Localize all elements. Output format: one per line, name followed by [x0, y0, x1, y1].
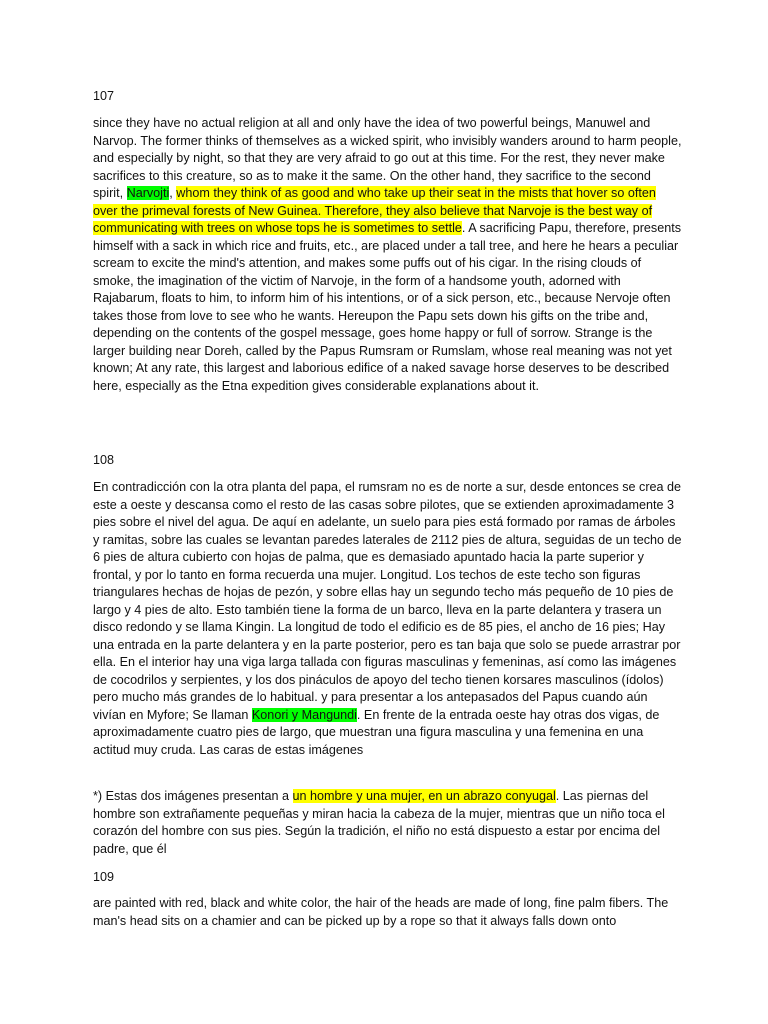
text-segment: . Las piernas del hombre son extrañamente pequeñas y miran hacia la cabeza de la mujer, mientras que un niño toca el corazón del hombre con sus pies. Según la tradición, el niño no está dispuesto a estar por encima del padre, que él: [93, 789, 665, 856]
paragraph-108: [93, 479, 683, 759]
text-segment: since they have no actual religion at all and only have the idea of two powerful beings, Manuwel and Narvop. The former thinks of themselves as a wicked spirit, who invisibly wanders around to harm people, and especially by night, so that they are very afraid to go out at this time. For the rest, they never make sacrifices to this creature, so as to make it the same. On the other hand, they sacrifice to the second spirit,: [93, 116, 682, 200]
highlight-yellow-abrazo: un hombre y una mujer, en un abrazo conyugal: [292, 789, 556, 803]
text-segment: . En frente de la entrada oeste hay otras dos vigas, de aproximadamente cuatro pies de largo, que muestran una figura masculina y una femenina en una actitud muy cruda. Las caras de estas imágenes: [93, 707, 660, 757]
page-number-108: 108: [93, 453, 115, 467]
page-number-107: 107: [93, 89, 115, 103]
footnote-108: [93, 788, 683, 858]
paragraph-107: [93, 115, 683, 395]
page-number-109: 109: [93, 870, 115, 884]
text-segment: . A sacrificing Papu, therefore, presents himself with a sack in which rice and fruits, etc., are placed under a tall tree, and here he hears a peculiar scream to excite the mind's attention, and makes some puffs out of his cigar. In the rising clouds of smoke, the imagination of the victim of Narvoje, in the form of a handsome youth, adorned with Rajabarum, floats to him, to inform him of his intentions, or of a sick person, etc., because Nervoje often takes those from love to see who he wants. Hereupon the Papu sets down his gifts on the tribe and, depending on the contents of the gospel message, goes home happy or full of sorrow. Strange is the larger building near Doreh, called by the Papus Rumsram or Rumslam, whose real meaning was not yet known; At any rate, this largest and laborious edifice of a naked savage horse deserves to be described here, especially as the Etna expedition gives considerable explanations about it.: [93, 221, 682, 393]
text-segment: ,: [169, 186, 177, 200]
highlight-green-konori: Konori y Mangundi: [251, 707, 357, 722]
text-segment: *) Estas dos imágenes presentan a: [93, 789, 293, 803]
highlight-green-narvojti: Narvojti: [126, 186, 170, 200]
highlight-yellow-narvoje: whom they think of as good and who take up their seat in the mists that hover so often over the primeval forests of New Guinea. Therefore, they also believe that Narvoje is the best way of communicating with trees on whose tops he is sometimes to settle: [93, 186, 656, 235]
text-segment: En contradicción con la otra planta del papa, el rumsram no es de norte a sur, desde entonces se crea de este a oeste y descansa como el resto de las casas sobre pilotes, que se extienden aproximadamente 3 pies sobre el nivel del agua. De aquí en adelante, un suelo para pies está formado por ramas de árboles y ramitas, sobre las cuales se levantan paredes laterales de 2112 pies de altura, seguidas de un techo de 6 pies de altura cubierto con hojas de palma, que es demasiado apuntado hacia la parte superior y frontal, y por lo tanto en forma recuerda una mujer. Longitud. Los techos de este techo son figuras triangulares hechas de hojas de pezón, y sobre ellas hay un segundo techo más pequeño de 10 pies de largo y 4 pies de alto. Esto también tiene la forma de un barco, lleva en la parte delantera y trasera un disco redondo y se llama Kingin. La longitud de todo el edificio es de 85 pies, el ancho de 16 pies; Hay una entrada en la parte delantera y en la parte posterior, pero es tan baja que solo se puede arrastrar por ella. En el interior hay una viga larga tallada con figuras masculinas y femeninas, así como las imágenes de cocodrilos y serpientes, y los dos pináculos de apoyo del techo tienen korsares masculinos (ídolos) pero mucho más grandes de lo habitual. y para presentar a los antepasados del Papus cuando aún vivían en Myfore; Se llaman: [93, 480, 682, 722]
paragraph-109: are painted with red, black and white color, the hair of the heads are made of long, fine palm fibers. The man's head sits on a chamier and can be picked up by a rope so that it always falls down onto: [93, 896, 669, 928]
